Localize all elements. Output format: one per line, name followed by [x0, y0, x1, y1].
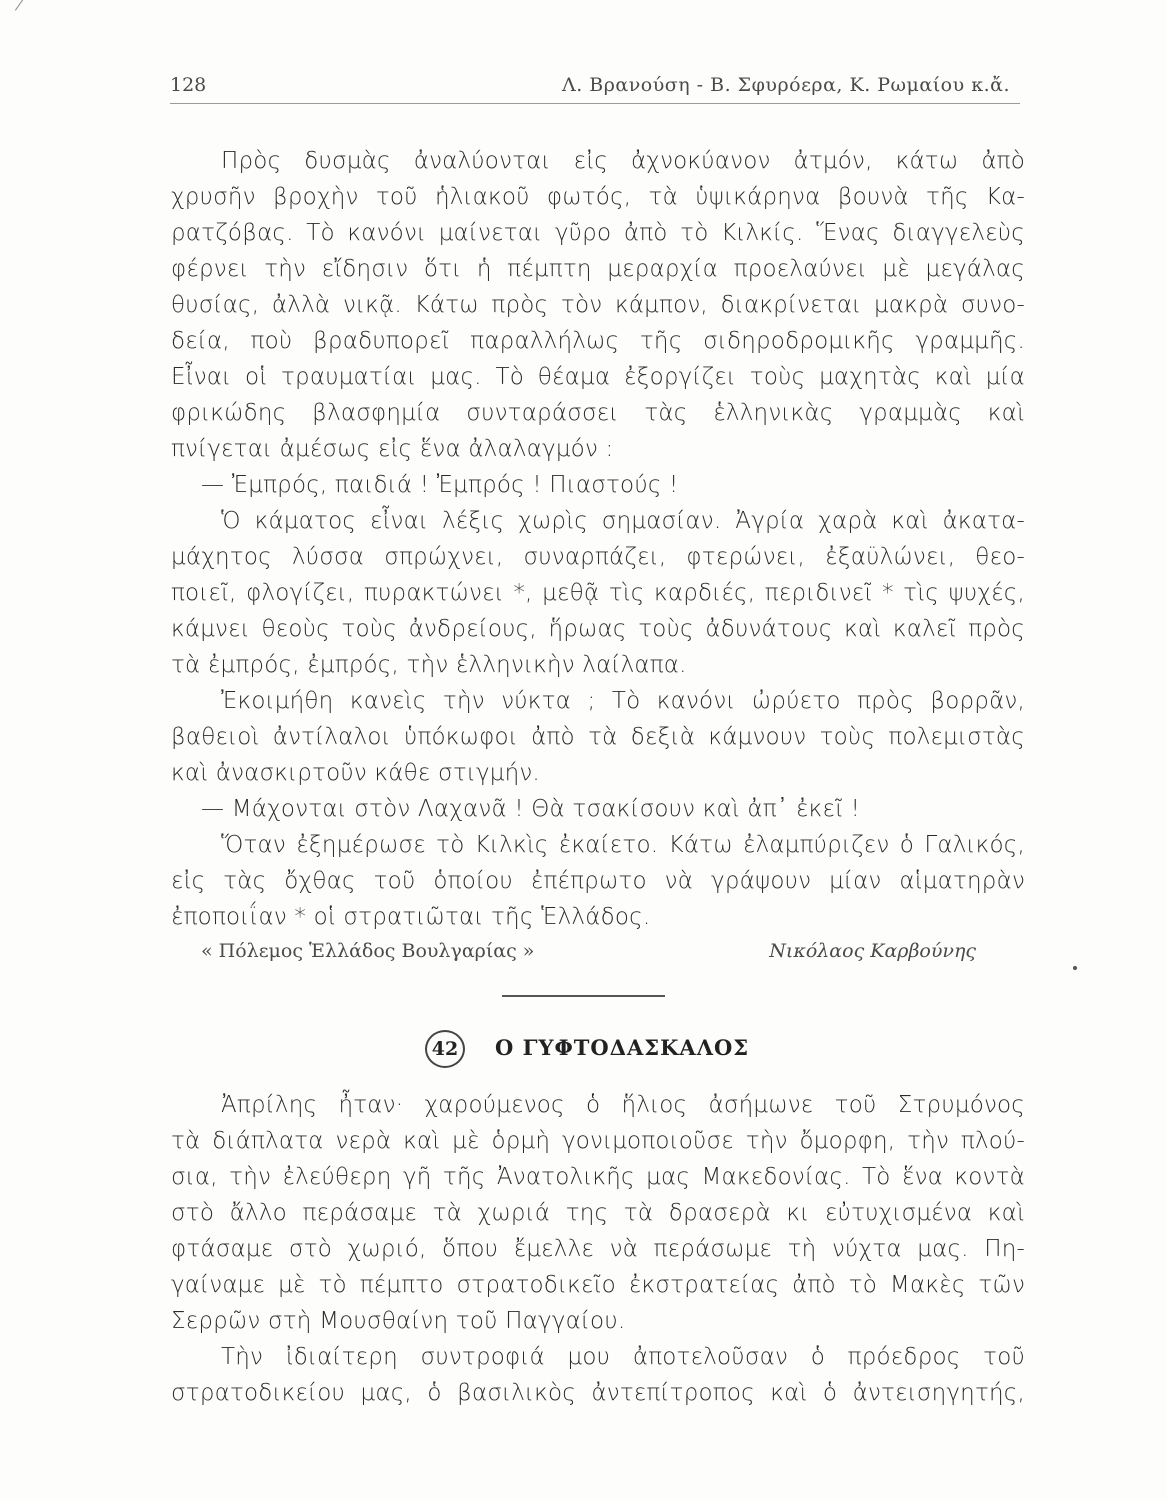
- text-line: βαθειοὶ ἀντίλαλοι ὑπόκωφοι ἀπὸ τὰ δεξιὰ κάμνουν τοὺς πολεμιστὰς: [171, 724, 1025, 750]
- text-line: μάχητος λύσσα σπρώχνει, συναρπάζει, φτερώνει, ἐξαϋλώνει, θεο-: [171, 544, 1025, 570]
- text-line: στρατοδικείου μας, ὁ βασιλικὸς ἀντεπίτροπος καὶ ὁ ἀντεισηγητής,: [171, 1380, 1025, 1406]
- header-rule: [170, 103, 1020, 104]
- text-line: πνίγεται ἀμέσως εἰς ἕνα ἀλαλαγμόν :: [171, 436, 614, 462]
- text-line: ἐποποιΐαν * οἱ στρατιῶται τῆς Ἑλλάδος.: [171, 904, 651, 930]
- text-line: τὰ διάπλατα νερὰ καὶ μὲ ὁρμὴ γονιμοποιοῦσε τὴν ὄμορφη, τὴν πλού-: [171, 1128, 1025, 1154]
- text-line: εἰς τὰς ὄχθας τοῦ ὁποίου ἐπέπρωτο νὰ γράψουν μίαν αἱματηρὰν: [171, 868, 1025, 894]
- passage-karvounis: [171, 143, 1025, 935]
- text-line: ρατζόβας. Τὸ κανόνι μαίνεται γῦρο ἀπὸ τὸ Κιλκίς. Ἕνας διαγγελεὺς: [171, 220, 1025, 246]
- stray-pen-mark: [15, 0, 26, 11]
- text-line: κάμνει θεοὺς τοὺς ἀνδρείους, ἥρωας τοὺς ἀδυνάτους καὶ καλεῖ πρὸς: [171, 616, 1025, 642]
- text-line: Ἀπρίλης ἦταν· χαρούμενος ὁ ἥλιος ἀσήμωνε τοῦ Στρυμόνος: [221, 1092, 1025, 1118]
- text-line: ποιεῖ, φλογίζει, πυρακτώνει *, μεθᾷ τὶς καρδιές, περιδινεῖ * τὶς ψυχές,: [171, 580, 1025, 606]
- text-line: Ἐκοιμήθη κανεὶς τὴν νύκτα ; Τὸ κανόνι ὠρύετο πρὸς βορρᾶν,: [221, 688, 1025, 714]
- text-line: φτάσαμε στὸ χωριό, ὅπου ἔμελλε νὰ περάσωμε τὴ νύχτα μας. Πη-: [171, 1236, 1025, 1262]
- text-line: Τὴν ἰδιαίτερη συντροφιά μου ἀποτελοῦσαν ὁ πρόεδρος τοῦ: [221, 1344, 1025, 1370]
- running-head: Λ. Βρανούση - Β. Σφυρόερα, Κ. Ρωμαίου κ.ἄ.: [561, 74, 1010, 96]
- text-line: Ὅταν ἐξημέρωσε τὸ Κιλκὶς ἐκαίετο. Κάτω ἐλαμπύριζεν ὁ Γαλικός,: [221, 832, 1025, 858]
- text-line: φρικώδης βλασφημία συνταράσσει τὰς ἑλληνικὰς γραμμὰς καὶ: [171, 400, 1025, 426]
- text-line: σια, τὴν ἐλεύθερη γῆ τῆς Ἀνατολικῆς μας Μακεδονίας. Τὸ ἕνα κοντὰ: [171, 1164, 1025, 1190]
- passage-gyftodaskalos: [171, 1087, 1025, 1411]
- stray-dot-mark: [1073, 966, 1077, 970]
- section-title: Ο ΓΥΦΤΟΔΑΣΚΑΛΟΣ: [495, 1035, 750, 1060]
- text-line: φέρνει τὴν εἴδησιν ὅτι ἡ πέμπτη μεραρχία προελαύνει μὲ μεγάλας: [171, 256, 1025, 282]
- text-line: γαίναμε μὲ τὸ πέμπτο στρατοδικεῖο ἐκστρατείας ἀπὸ τὸ Μακὲς τῶν: [171, 1272, 1025, 1298]
- text-line: Ὁ κάματος εἶναι λέξις χωρὶς σημασίαν. Ἀγρία χαρὰ καὶ ἀκατα-: [221, 508, 1025, 534]
- text-line: δεία, ποὺ βραδυπορεῖ παραλλήλως τῆς σιδηροδρομικῆς γραμμῆς.: [171, 328, 1025, 354]
- dialogue-line: — Μάχονται στὸν Λαχανᾶ ! Θὰ τσακίσουν καὶ ἀπ᾽ ἐκεῖ !: [201, 796, 861, 822]
- source-work: « Πόλεμος Ἑλλάδος Βουλγαρίας »: [201, 940, 535, 962]
- text-line: χρυσῆν βροχὴν τοῦ ἡλιακοῦ φωτός, τὰ ὑψικάρηνα βουνὰ τῆς Κα-: [171, 184, 1025, 210]
- text-line: Πρὸς δυσμὰς ἀναλύονται εἰς ἀχνοκύανον ἀτμόν, κάτω ἀπὸ: [221, 148, 1025, 174]
- text-line: τὰ ἐμπρός, ἐμπρός, τὴν ἑλληνικὴν λαίλαπα.: [171, 652, 687, 678]
- section-number-badge: 42: [425, 1030, 465, 1068]
- text-line: καὶ ἀνασκιρτοῦν κάθε στιγμήν.: [171, 760, 540, 786]
- source-citation: [201, 940, 1001, 970]
- text-line: Εἶναι οἱ τραυματίαι μας. Τὸ θέαμα ἐξοργίζει τοὺς μαχητὰς καὶ μία: [171, 364, 1025, 390]
- page-header: [170, 66, 1020, 106]
- text-line: θυσίας, ἀλλὰ νικᾷ. Κάτω πρὸς τὸν κάμπον, διακρίνεται μακρὰ συνο-: [171, 292, 1025, 318]
- text-line: Σερρῶν στὴ Μουσθαίνη τοῦ Παγγαίου.: [171, 1308, 626, 1334]
- dialogue-line: — Ἐμπρός, παιδιά ! Ἐμπρός ! Πιαστούς !: [201, 472, 679, 498]
- page-number: 128: [170, 74, 207, 96]
- section-divider: [502, 995, 665, 997]
- source-author: Νικόλαος Καρβούνης: [769, 940, 976, 962]
- text-line: στὸ ἄλλο περάσαμε τὰ χωριά της τὰ δρασερὰ κι εὐτυχισμένα καὶ: [171, 1200, 1025, 1226]
